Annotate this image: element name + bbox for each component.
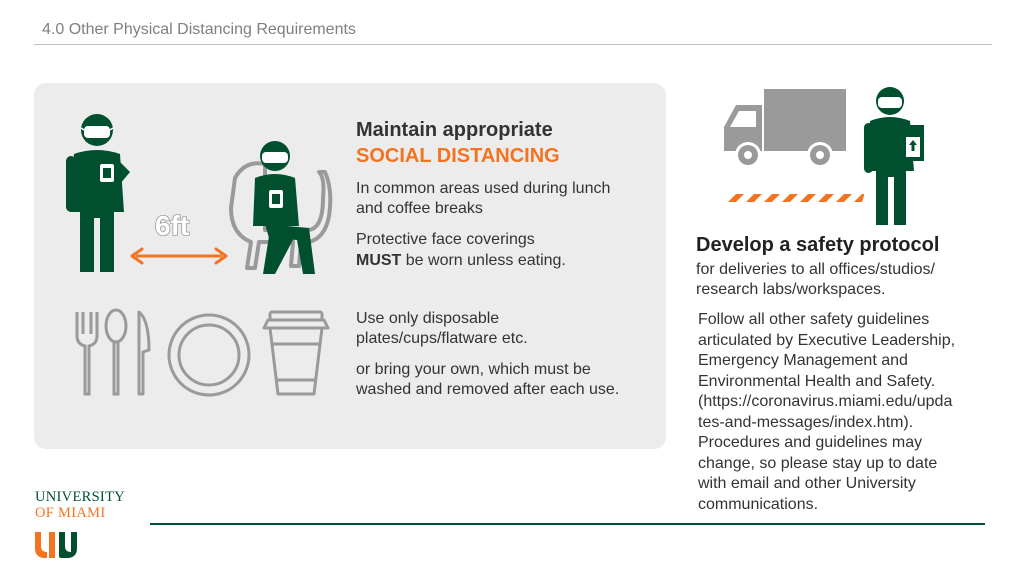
distance-label: 6ft xyxy=(155,210,190,241)
footer-divider xyxy=(150,523,985,525)
seated-person-icon xyxy=(225,138,335,278)
truck-icon xyxy=(720,87,848,171)
um-logo-icon xyxy=(35,530,79,560)
must-emphasis: MUST xyxy=(356,252,402,269)
safety-protocol-heading: Develop a safety protocol xyxy=(696,234,940,256)
delivery-person-icon xyxy=(858,85,930,227)
guideline-line: Procedures and guidelines may xyxy=(698,434,923,451)
guideline-line: Follow all other safety guidelines xyxy=(698,311,930,328)
safety-sub-line2: research labs/workspaces. xyxy=(696,281,886,298)
header-divider xyxy=(34,44,992,45)
guideline-link-line[interactable]: (https://coronavirus.miami.edu/upda xyxy=(698,393,953,410)
mask-text-line2 xyxy=(356,251,566,272)
guideline-line: Emergency Management and xyxy=(698,352,908,369)
guideline-line: change, so please stay up to date xyxy=(698,454,938,472)
plate-icon xyxy=(166,312,252,398)
distance-arrow xyxy=(128,246,230,266)
lunch-text-line2: and coffee breaks xyxy=(356,200,483,217)
spoon-icon xyxy=(103,308,129,396)
distancing-heading-accent: SOCIAL DISTANCING xyxy=(356,145,560,167)
page-title: 4.0 Other Physical Distancing Requirements xyxy=(42,21,356,38)
person-mask-icon xyxy=(62,112,132,274)
mask-text-line1: Protective face coverings xyxy=(356,231,535,248)
logo-university: UNIVERSITY xyxy=(35,489,125,505)
guideline-link-line[interactable]: tes-and-messages/index.htm). xyxy=(698,413,914,431)
mask-text-rest: be worn unless eating. xyxy=(401,252,566,269)
knife-icon xyxy=(133,310,153,396)
own-text-line1: or bring your own, which must be xyxy=(356,361,591,378)
distancing-heading: Maintain appropriate xyxy=(356,119,553,141)
guideline-line: with email and other University xyxy=(698,475,916,492)
own-text-line2: washed and removed after each use. xyxy=(356,381,620,398)
disposable-text-line2: plates/cups/flatware etc. xyxy=(356,330,528,347)
fork-icon xyxy=(74,310,100,396)
guideline-line: communications. xyxy=(698,495,819,513)
logo-of-miami: OF MIAMI xyxy=(35,505,106,521)
disposable-text-line1: Use only disposable xyxy=(356,310,500,327)
hazard-stripe xyxy=(728,193,864,203)
guideline-line: articulated by Executive Leadership, xyxy=(698,331,956,349)
guideline-line: Environmental Health and Safety. xyxy=(698,372,936,390)
cup-icon xyxy=(262,310,330,398)
lunch-text-line1: In common areas used during lunch xyxy=(356,180,611,197)
safety-sub-line1: for deliveries to all offices/studios/ xyxy=(696,261,935,278)
guidelines-body xyxy=(698,310,955,515)
